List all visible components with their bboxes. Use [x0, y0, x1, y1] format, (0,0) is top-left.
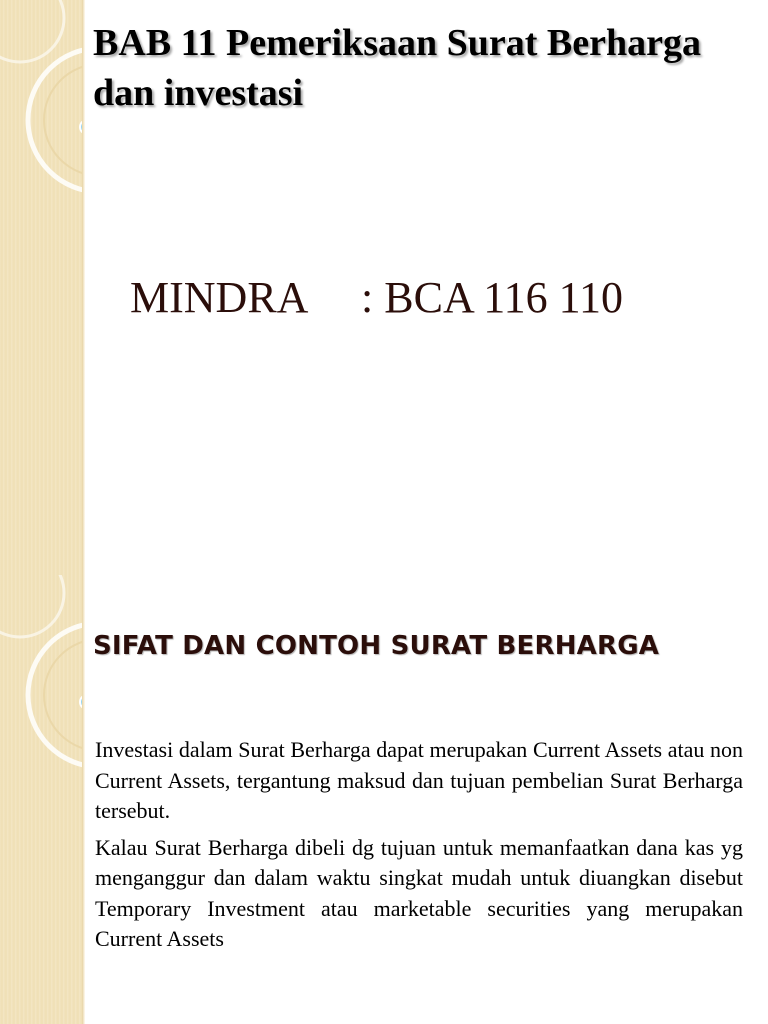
swirl-ornament-icon: [0, 575, 84, 835]
slide-subtitle: MINDRA : BCA 116 110: [130, 273, 624, 322]
slide-2: [0, 575, 768, 1024]
strip-edge: [82, 575, 85, 1024]
decorative-strip: [0, 575, 84, 1024]
swirl-ornament-icon: [0, 0, 84, 300]
decorative-strip: [0, 0, 84, 575]
section-title: SIFAT DAN CONTOH SURAT BERHARGA: [93, 631, 660, 661]
slide-title: BAB 11 Pemeriksaan Surat Berharga dan investasi: [93, 22, 701, 114]
paragraph: Kalau Surat Berharga dibeli dg tujuan untuk memanfaatkan dana kas yg menganggur dan dalam waktu singkat mudah untuk diuangkan disebut Temporary Investment atau marketable securities yang merupakan Current Assets: [95, 834, 743, 951]
strip-edge: [82, 0, 85, 575]
body-text: [95, 735, 743, 961]
paragraph: Investasi dalam Surat Berharga dapat merupakan Current Assets atau non Current Assets, tergantung maksud dan tujuan pembelian Surat Berharga tersebut.: [95, 737, 743, 823]
